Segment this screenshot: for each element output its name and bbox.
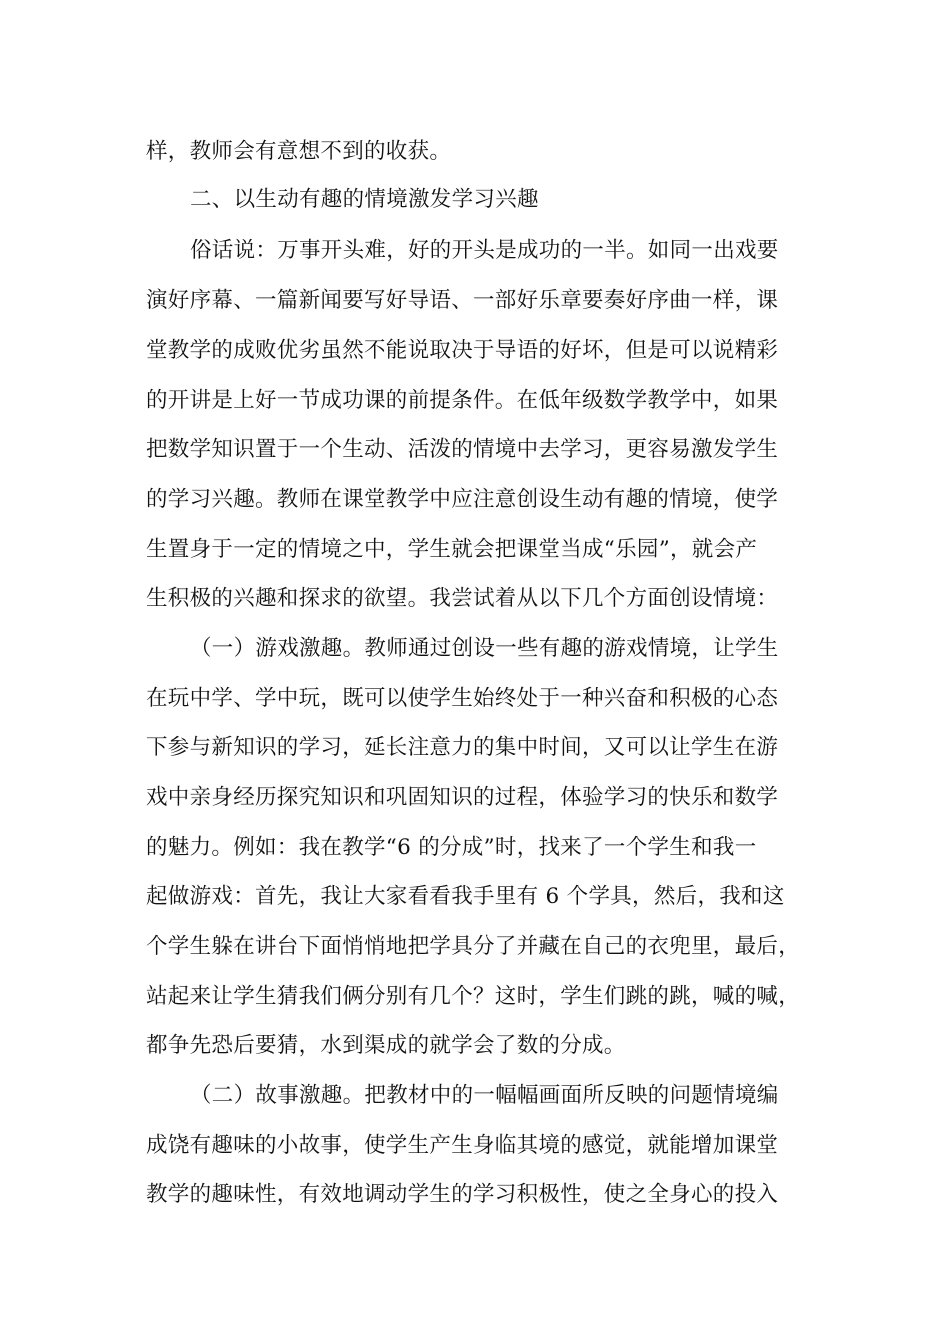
paragraph-line: 样，教师会有意想不到的收获。 (146, 139, 452, 164)
paragraph-line: 站起来让学生猜我们俩分别有几个？这时，学生们跳的跳，喊的喊， (146, 984, 801, 1009)
paragraph-line: 堂教学的成败优劣虽然不能说取决于导语的好坏，但是可以说精彩 (146, 338, 779, 363)
paragraph-line: （二）故事激趣。把教材中的一幅幅画面所反映的问题情境编 (190, 1083, 779, 1108)
paragraph-line: 的开讲是上好一节成功课的前提条件。在低年级数学教学中，如果 (146, 388, 779, 413)
paragraph-line: 演好序幕、一篇新闻要写好导语、一部好乐章要奏好序曲一样，课 (146, 288, 779, 313)
paragraph-line: 俗话说：万事开头难，好的开头是成功的一半。如同一出戏要 (190, 238, 779, 263)
paragraph-line: 生置身于一定的情境之中，学生就会把课堂当成“乐园”，就会产 (146, 537, 758, 562)
paragraph-line: 的魅力。例如：我在教学“6 的分成”时，找来了一个学生和我一 (146, 835, 757, 860)
section-heading: 二、以生动有趣的情境激发学习兴趣 (190, 187, 539, 212)
paragraph-line: 教学的趣味性，有效地调动学生的学习积极性，使之全身心的投入 (146, 1182, 779, 1207)
paragraph-line: 个学生躲在讲台下面悄悄地把学具分了并藏在自己的衣兜里，最后， (146, 934, 801, 959)
paragraph-line: 在玩中学、学中玩，既可以使学生始终处于一种兴奋和积极的心态 (146, 686, 779, 711)
paragraph-line: 把数学知识置于一个生动、活泼的情境中去学习，更容易激发学生 (146, 437, 779, 462)
paragraph-line: 起做游戏：首先，我让大家看看我手里有 6 个学具，然后，我和这 (146, 884, 785, 909)
paragraph-line: 成饶有趣味的小故事，使学生产生身临其境的感觉，就能增加课堂 (146, 1133, 779, 1158)
paragraph-line: （一）游戏激趣。教师通过创设一些有趣的游戏情境，让学生 (190, 636, 779, 661)
paragraph-line: 戏中亲身经历探究知识和巩固知识的过程，体验学习的快乐和数学 (146, 785, 779, 810)
paragraph-line: 下参与新知识的学习，延长注意力的集中时间，又可以让学生在游 (146, 735, 779, 760)
paragraph-line: 生积极的兴趣和探求的欲望。我尝试着从以下几个方面创设情境： (146, 586, 779, 611)
paragraph-line: 都争先恐后要猜，水到渠成的就学会了数的分成。 (146, 1033, 626, 1058)
paragraph-line: 的学习兴趣。教师在课堂教学中应注意创设生动有趣的情境，使学 (146, 487, 779, 512)
